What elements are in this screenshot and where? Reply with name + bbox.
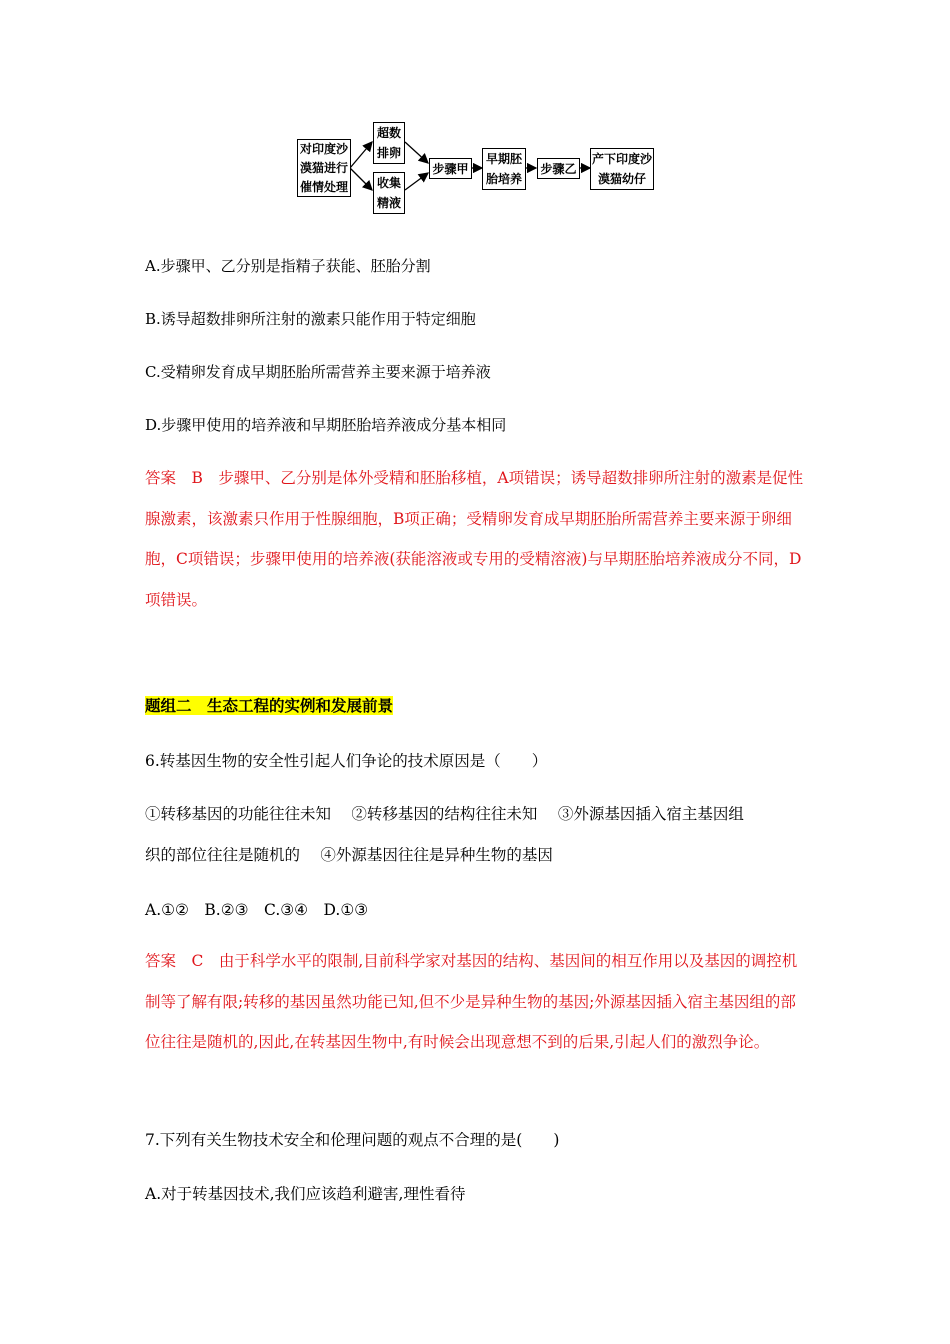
diagram-box-estrus-label: 对印度沙漠猫进行催情处理 xyxy=(299,141,348,194)
q6-stem: 6.转基因生物的安全性引起人们争论的技术原因是（ ） xyxy=(145,752,548,770)
diagram-box-superovulation xyxy=(373,122,405,164)
q6-answer: 答案 C 由于科学水平的限制,目前科学家对基因的结构、基因间的相互作用以及基因的调控机制等了解有限;转移的基因虽然功能已知,但不少是异种生物的基因;外源基因插入宿主基因组的部位往往是随机的,因此,在转基因生物中,有时候会出现意想不到的后果,引起人们的激烈争论。 xyxy=(145,952,798,1051)
q6-items-line1: ①转移基因的功能往往未知 ②转移基因的结构往往未知 ③外源基因插入宿主基因组 xyxy=(145,805,744,823)
q6-options: A.①② B.②③ C.③④ D.①③ xyxy=(145,901,369,919)
diagram-box-kittens-label: 产下印度沙漠猫幼仔 xyxy=(591,152,652,186)
diagram-box-step-a-label: 步骤甲 xyxy=(432,161,469,176)
group-title-text: 题组二 生态工程的实例和发展前景 xyxy=(145,696,394,715)
q6-items-line2: 织的部位往往是随机的 ④外源基因往往是异种生物的基因 xyxy=(145,846,553,864)
group-title xyxy=(145,694,393,716)
diagram-box-estrus xyxy=(297,139,351,197)
q5-option-c: C.受精卵发育成早期胚胎所需营养主要来源于培养液 xyxy=(145,363,491,381)
q5-option-d: D.步骤甲使用的培养液和早期胚胎培养液成分基本相同 xyxy=(145,416,507,434)
flow-diagram xyxy=(0,0,950,230)
q7-option-a: A.对于转基因技术,我们应该趋利避害,理性看待 xyxy=(145,1185,466,1203)
diagram-box-embryo-culture-label: 早期胚胎培养 xyxy=(485,152,522,186)
diagram-box-step-b-label: 步骤乙 xyxy=(540,161,577,176)
diagram-box-collect-semen-label: 收集精液 xyxy=(376,176,401,210)
diagram-box-embryo-culture xyxy=(482,148,526,190)
diagram-box-superovulation-label: 超数排卵 xyxy=(376,126,401,160)
diagram-box-kittens xyxy=(590,148,654,190)
diagram-box-step-b xyxy=(537,158,580,179)
q5-option-a: A.步骤甲、乙分别是指精子获能、胚胎分割 xyxy=(145,257,431,275)
q5-answer: 答案 B 步骤甲、乙分别是体外受精和胚胎移植，A项错误；诱导超数排卵所注射的激素是促性腺激素，该激素只作用于性腺细胞，B项正确；受精卵发育成早期胚胎所需营养主要来源于卵细胞，C项错误；步骤甲使用的培养液(获能溶液或专用的受精溶液)与早期胚胎培养液成分不同，D项错误。 xyxy=(145,469,804,609)
diagram-box-step-a xyxy=(429,158,472,179)
q7-stem: 7.下列有关生物技术安全和伦理问题的观点不合理的是( ) xyxy=(145,1131,560,1149)
q5-option-b: B.诱导超数排卵所注射的激素只能作用于特定细胞 xyxy=(145,310,476,328)
flow-arrows xyxy=(0,0,950,230)
diagram-box-collect-semen xyxy=(373,172,405,214)
